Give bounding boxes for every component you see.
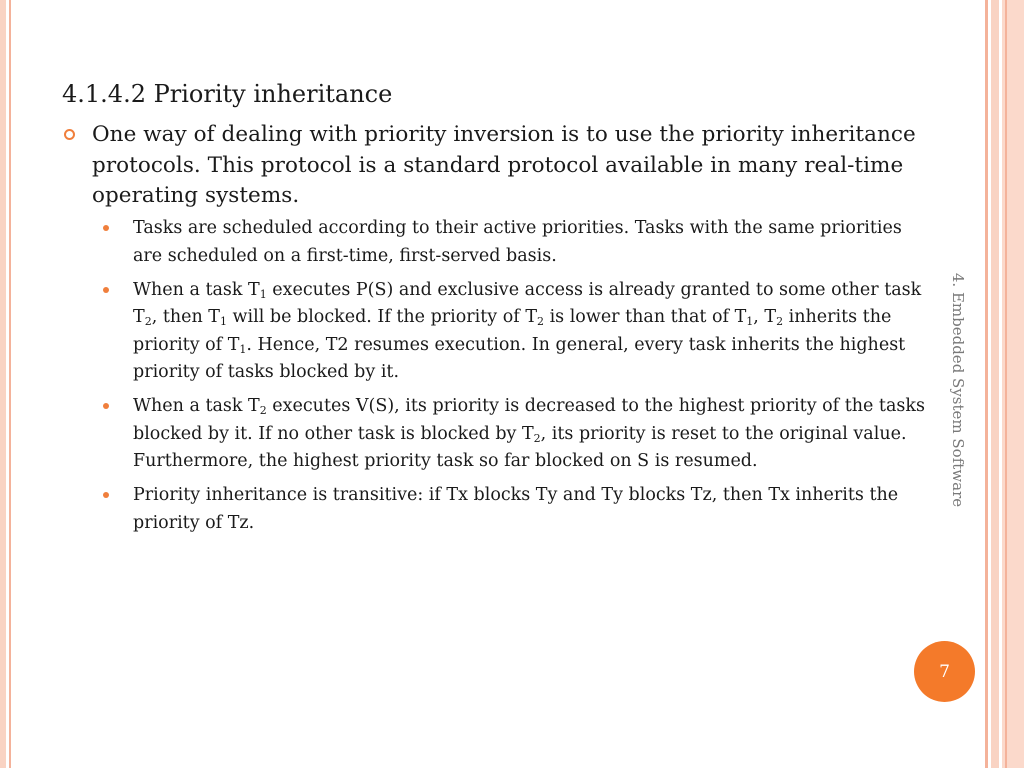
page-number-badge [914, 641, 975, 702]
left-border-stripe-outer [0, 0, 6, 768]
sub-bullet [103, 482, 933, 537]
main-bullet-text: One way of dealing with priority inversion is to use the priority inheritance protocols. This protocol is a standard protocol available in many real-time operating systems. [92, 122, 916, 208]
filled-dot-bullet-icon [103, 492, 109, 498]
filled-dot-bullet-icon [103, 403, 109, 409]
page-number: 7 [939, 661, 950, 682]
sub-bullet-text: Tasks are scheduled according to their active priorities. Tasks with the same priorities are scheduled on a first-time, first-served basis. [133, 218, 902, 266]
section-side-label: 4. Embedded System Software [949, 272, 967, 508]
sub-bullet-text: When a task $T_1$ executes P(S) and exclusive access is already granted to some other task $T_2$, then $T_1$ will be blocked. If the priority of $T_2$ is lower than that of $T_1$, $T_2$ inherits the priority of $T_1$. Hence, T2 resumes execution. In general, every task inherits the highest priority of tasks blocked by it. [133, 279, 922, 382]
sub-bullet [103, 393, 933, 476]
slide-title: 4.1.4.2 Priority inheritance [62, 80, 393, 108]
left-border-stripe-inner [9, 0, 11, 768]
main-bullet [62, 120, 932, 212]
sub-bullet-list [103, 215, 933, 544]
sub-bullet-text: Priority inheritance is transitive: if Tx blocks Ty and Ty blocks Tz, then Tx inherits the priority of Tz. [133, 485, 899, 533]
hollow-circle-bullet-icon [64, 129, 75, 140]
right-border-stripe-2 [991, 0, 999, 768]
sub-bullet [103, 215, 933, 270]
right-border-stripe-3 [1005, 0, 1007, 768]
right-border-stripe-1 [985, 0, 988, 768]
filled-dot-bullet-icon [103, 287, 109, 293]
sub-bullet-text: When a task $T_2$ executes V(S), its priority is decreased to the highest priority of the tasks blocked by it. If no other task is blocked by $T_2$, its priority is reset to the original value. Furthermore, the highest priority task so far blocked on S is resumed. [133, 396, 925, 471]
sub-bullet [103, 277, 933, 387]
filled-dot-bullet-icon [103, 225, 109, 231]
